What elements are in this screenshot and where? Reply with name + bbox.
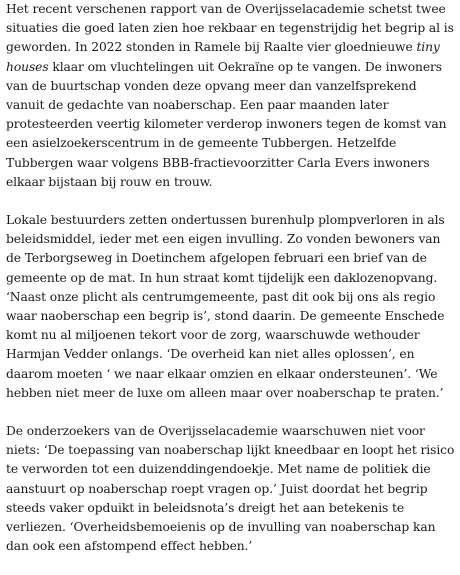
paragraph-1-text-after: klaar om vluchtelingen uit Oekraïne op te vangen. De inwoners van de buurtschap vonden deze opvang meer dan vanzelfsprekend vanuit de gedachte van noaberschap. Een paar maanden later protesteerden veertig kilometer verderop inwoners tegen de komst van een asielzoekerscentrum in de gemeente Tubbergen. Hetzelfde Tubbergen waar volgens BBB-fractievoorzitter Carla Evers inwoners elkaar bijstaan bij rouw en trouw.: [6, 59, 447, 189]
article-body: [6, 0, 458, 575]
paragraph-1-text-before: Het recent verschenen rapport van de Overijsselacademie schetst twee situaties die goed laten zien hoe rekbaar en tegenstrijdig het begrip al is geworden. In 2022 stonden in Ramele bij Raalte vier gloednieuwe: [6, 2, 454, 55]
paragraph-1-emphasis: tiny houses: [6, 40, 440, 74]
paragraph-1: [6, 0, 458, 192]
paragraph-2: Lokale bestuurders zetten ondertussen burenhulp plompverloren in als beleidsmiddel, ieder met een eigen invulling. Zo vonden bewoners van de Terborgseweg in Doetinchem afgelopen februari een brief van de gemeente op de mat. In hun straat komt tijdelijk een daklozenopvang. ‘Naast onze plicht als centrumgemeente, past dit ook bij ons als regio waar naoberschap een begrip is’, stond daarin. De gemeente Enschede komt nu al miljoenen tekort voor de zorg, waarschuwde wethouder Harmjan Vedder onlangs. ‘De overheid kan niet alles oplossen’, en daarom moeten ‘ we naar elkaar omzien en elkaar ondersteunen’. ‘We hebben niet meer de luxe om alleen maar over noaberschap te praten.’: [6, 213, 445, 400]
paragraph-3: De onderzoekers van de Overijsselacademie waarschuwen niet voor niets: ‘De toepassing van noaberschap lijkt kneedbaar en loopt het risico te verworden tot een duizenddingendoekje. Met name de politiek die aanstuurt op noaberschap roept vragen op.’ Juist doordat het begrip steeds vaker opduikt in beleidsnota’s dreigt het aan betekenis te verliezen. ‘Overheidsbemoeienis op de invulling van noaberschap kan dan ook een afstompend effect hebben.’: [6, 424, 455, 554]
